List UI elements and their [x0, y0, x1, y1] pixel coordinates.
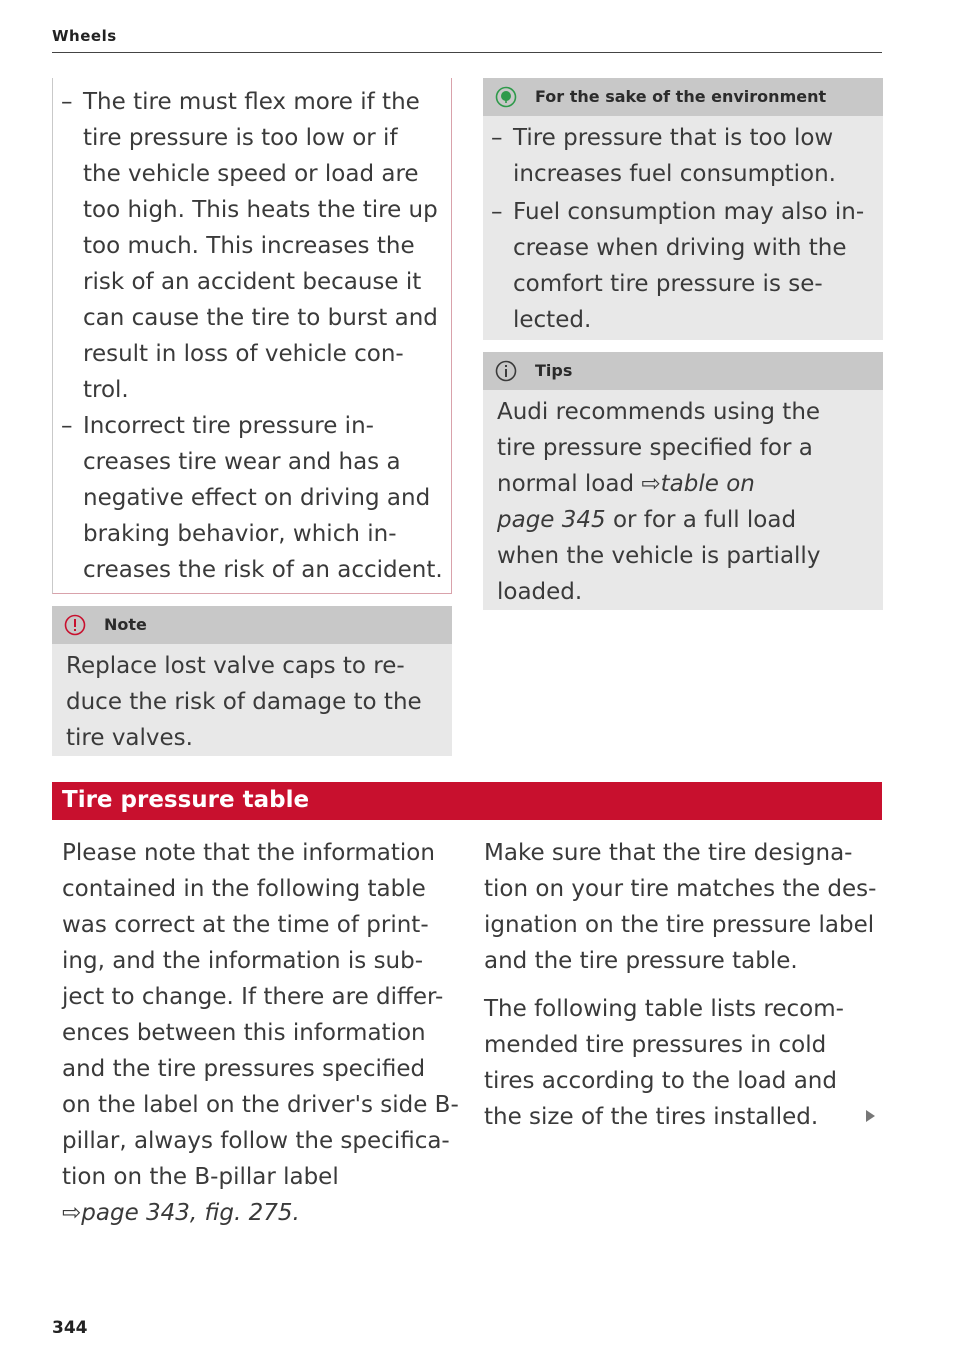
tips-box-title: Tips — [535, 361, 573, 380]
text-line: contained in the following table — [62, 876, 426, 902]
text-line: negative effect on driving and — [83, 485, 431, 511]
text-line: Fuel consumption may also in- — [513, 199, 865, 225]
text-line: Please note that the information — [62, 840, 435, 866]
text-line: and the tire pressure table. — [484, 948, 798, 974]
text-line: Make sure that the tire designa- — [484, 840, 853, 866]
text-line: ject to change. If there are differ- — [62, 984, 444, 1010]
text-line: creases the risk of an accident. — [83, 557, 443, 583]
text-line: too high. This heats the tire up — [83, 197, 438, 223]
text-line: ignation on the tire pressure label — [484, 912, 875, 938]
text-line: mended tire pressures in cold — [484, 1032, 827, 1058]
text-line: Replace lost valve caps to re- — [66, 653, 405, 679]
tips-box-header — [483, 352, 883, 390]
text-line: pillar, always follow the specifica- — [62, 1128, 450, 1154]
text-line: on the label on the driver's side B- — [62, 1092, 459, 1118]
text-line: comfort tire pressure is se- — [513, 271, 823, 297]
text-line: can cause the tire to burst and — [83, 305, 438, 331]
text-line: tire pressure specified for a — [497, 435, 813, 461]
text-line: trol. — [83, 377, 129, 403]
list-dash: – — [491, 199, 503, 225]
header-title: Wheels — [52, 27, 117, 45]
text-line: duce the risk of damage to the — [66, 689, 422, 715]
cross-reference-link[interactable]: table on — [660, 471, 755, 497]
list-dash: – — [491, 125, 503, 151]
text-line: braking behavior, which in- — [83, 521, 397, 547]
text-line: creases tire wear and has a — [83, 449, 401, 475]
environment-box-title: For the sake of the environment — [535, 87, 827, 106]
text-line: tion on your tire matches the des- — [484, 876, 877, 902]
text-line: ences between this information — [62, 1020, 426, 1046]
text-line: Tire pressure that is too low — [513, 125, 834, 151]
tips-box-body — [497, 394, 820, 610]
text-segment: or for a full load — [605, 507, 797, 533]
text-line: tire valves. — [66, 725, 193, 751]
text-line: loaded. — [497, 579, 583, 605]
text-line — [62, 1195, 452, 1231]
text-line: crease when driving with the — [513, 235, 847, 261]
cross-reference-link[interactable]: page 343, fig. 275. — [81, 1200, 300, 1226]
text-line — [497, 502, 820, 538]
exclamation-circle-icon — [64, 614, 86, 636]
text-line: and the tire pressures specified — [62, 1056, 426, 1082]
text-line: lected. — [513, 307, 592, 333]
list-dash: – — [61, 89, 73, 115]
text-line: too much. This increases the — [83, 233, 415, 259]
cross-reference-arrow: ⇨ — [641, 471, 661, 497]
text-line: the size of the tires installed. — [484, 1104, 819, 1130]
environment-box-header — [483, 78, 883, 116]
continued-arrow-icon — [866, 1110, 875, 1122]
left-column — [62, 835, 459, 1231]
note-box-header — [52, 606, 452, 644]
cross-reference-arrow: ⇨ — [62, 1200, 82, 1226]
text-line: tires according to the load and — [484, 1068, 837, 1094]
section-title: Tire pressure table — [62, 787, 310, 813]
page-number: 344 — [52, 1318, 88, 1338]
text-line: The following table lists recom- — [484, 996, 844, 1022]
text-segment: normal load — [497, 471, 642, 497]
text-line: Audi recommends using the — [497, 399, 821, 425]
right-column — [484, 835, 884, 1135]
tips-box — [483, 352, 883, 610]
header-rule — [52, 52, 882, 53]
running-header — [52, 26, 882, 45]
list-dash: – — [61, 413, 73, 439]
text-line: tire pressure is too low or if — [83, 125, 398, 151]
text-line: ing, and the information is sub- — [62, 948, 424, 974]
environment-box — [483, 78, 883, 340]
text-line: increases fuel consumption. — [513, 161, 836, 187]
info-circle-icon — [495, 360, 517, 382]
note-box-title: Note — [104, 615, 147, 634]
text-line: tion on the B-pillar label — [62, 1164, 339, 1190]
text-line: the vehicle speed or load are — [83, 161, 419, 187]
leaf-circle-icon — [495, 86, 517, 108]
cross-reference-link[interactable]: page 345 — [497, 507, 606, 533]
text-line: result in loss of vehicle con- — [83, 341, 404, 367]
text-line: The tire must flex more if the — [83, 89, 420, 115]
text-line: when the vehicle is partially — [497, 543, 821, 569]
section-heading-bar — [52, 782, 882, 820]
note-box — [52, 606, 452, 756]
text-line: Incorrect tire pressure in- — [83, 413, 374, 439]
text-line — [497, 466, 820, 502]
text-line: risk of an accident because it — [83, 269, 422, 295]
note-box-body — [66, 648, 422, 756]
text-line: was correct at the time of print- — [62, 912, 429, 938]
warning-continuation — [52, 78, 452, 594]
